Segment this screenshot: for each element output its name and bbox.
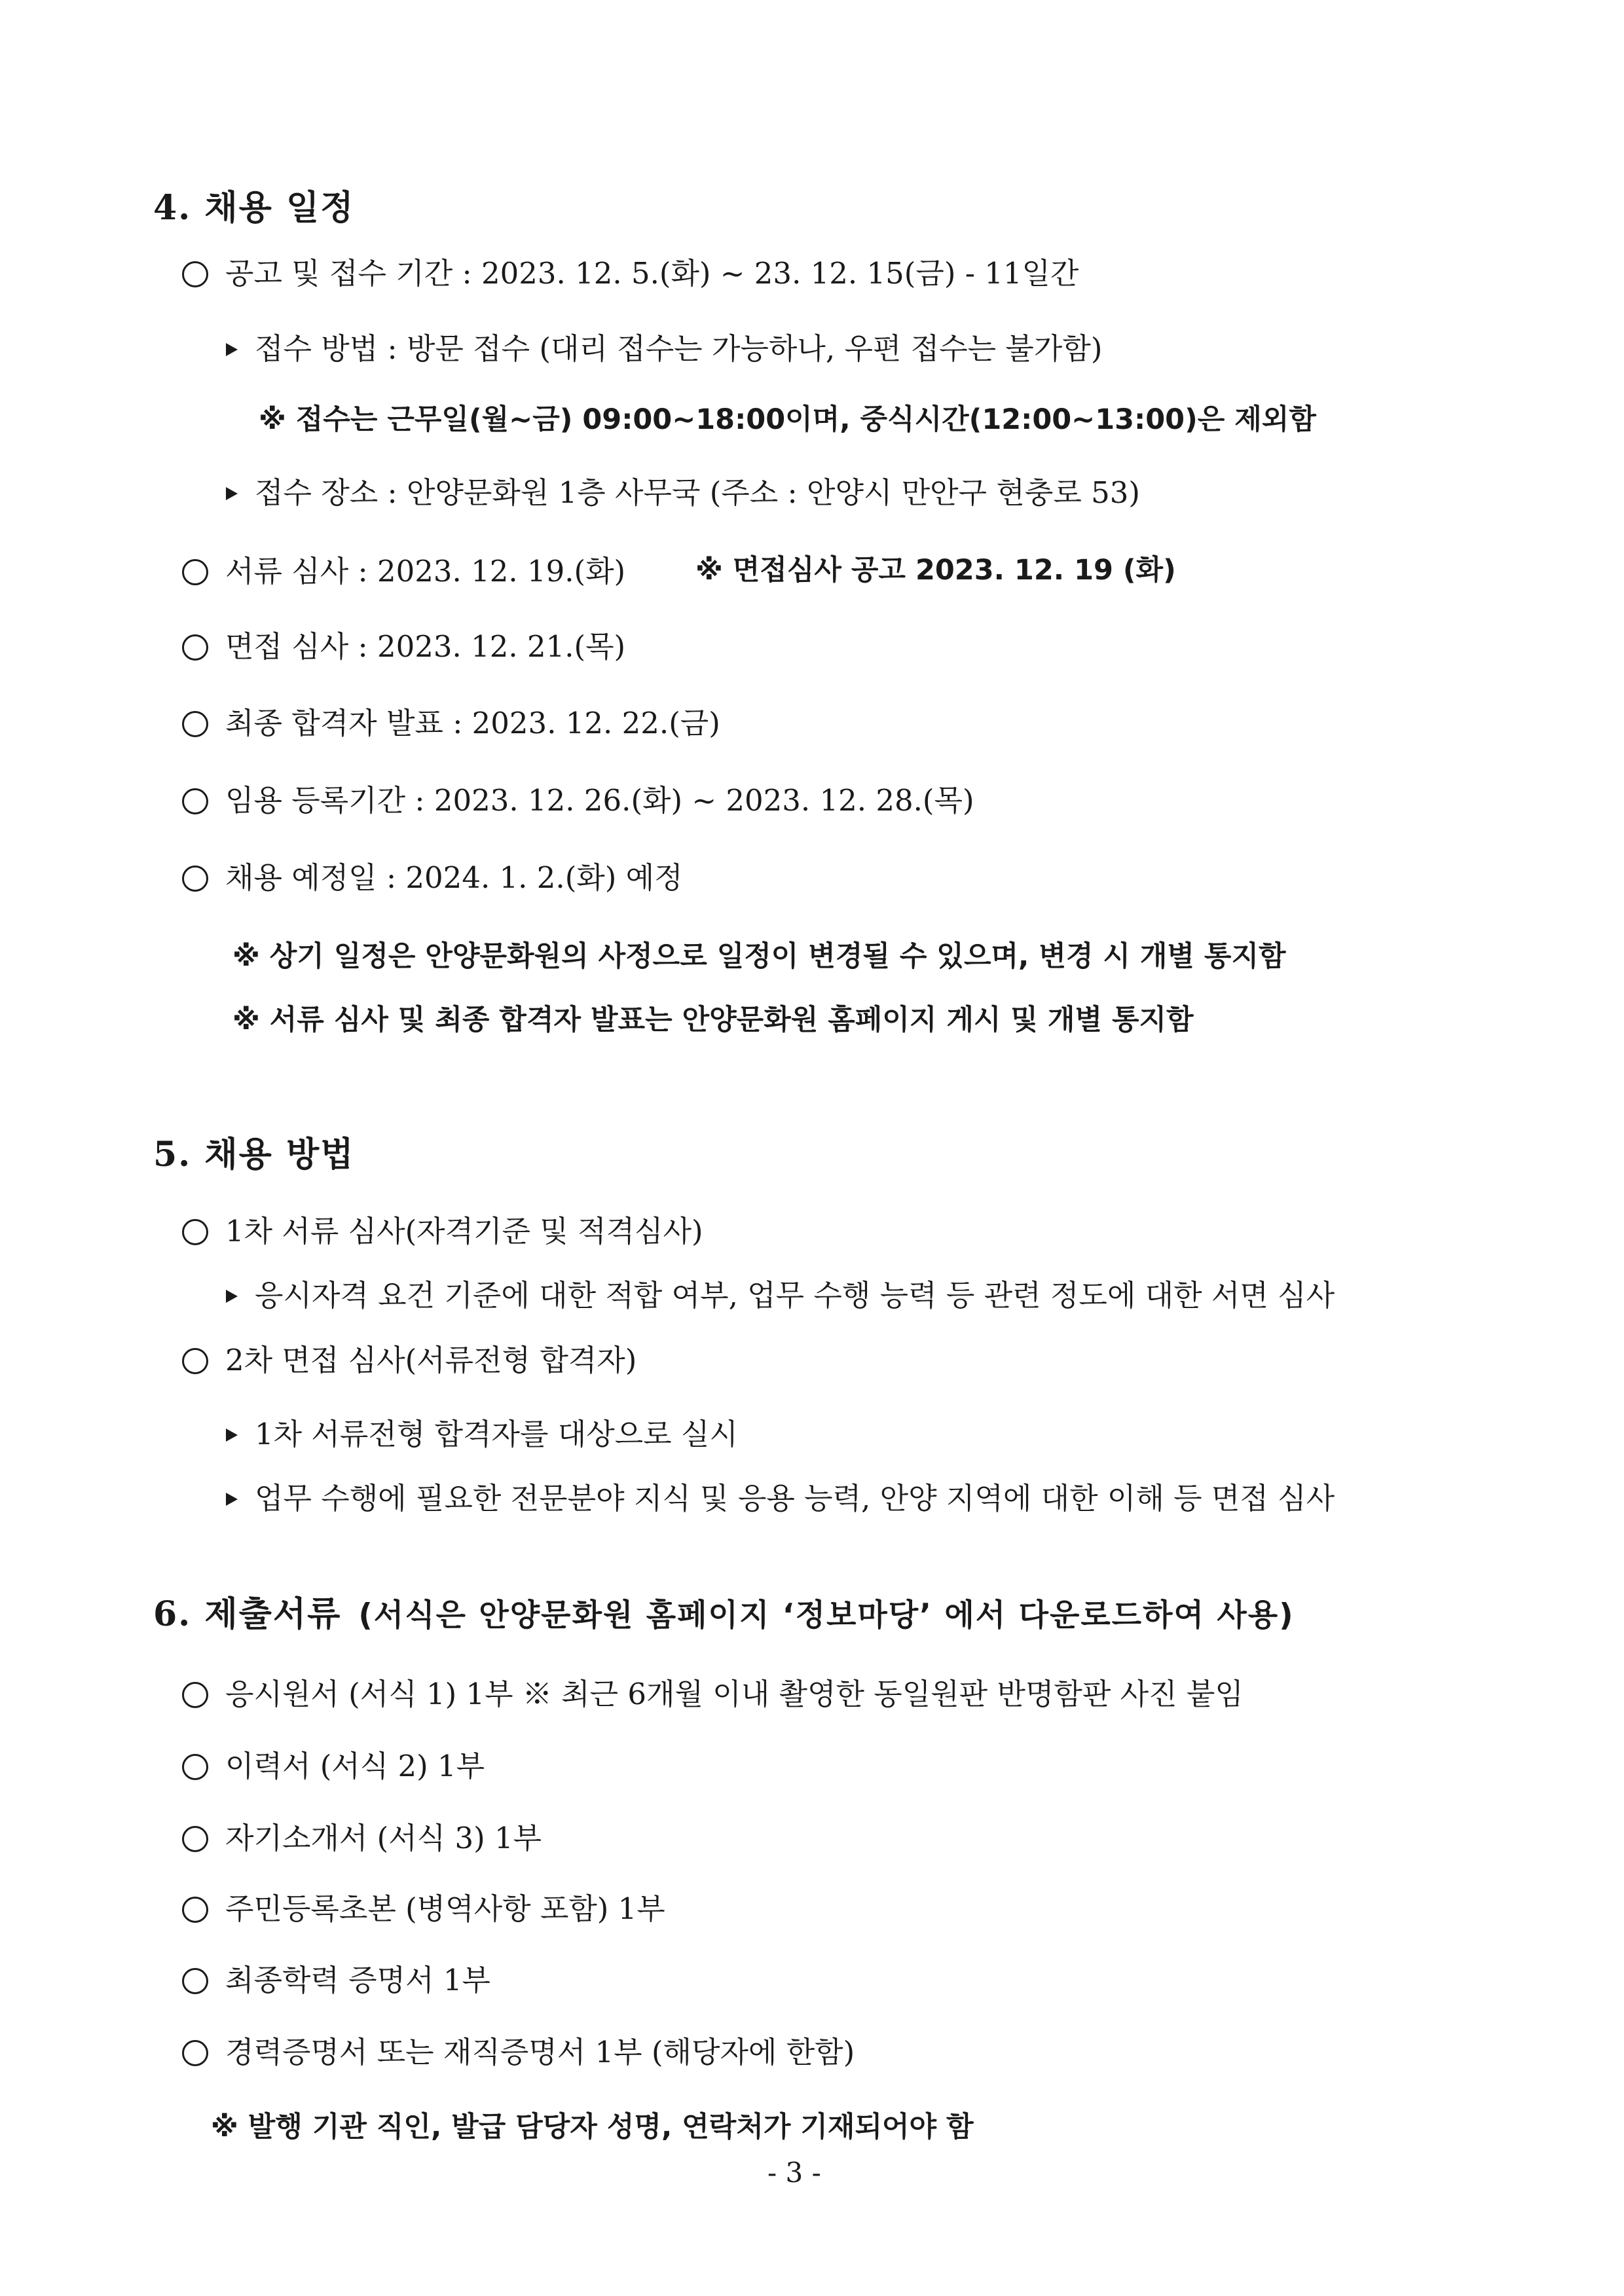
list-item: 주민등록초본 (병역사항 포함) 1부 xyxy=(182,1894,665,1923)
triangle-bullet-icon xyxy=(226,487,238,500)
list-item: 자기소개서 (서식 3) 1부 xyxy=(182,1823,542,1853)
list-item: 접수 방법 : 방문 접수 (대리 접수는 가능하나, 우편 접수는 불가함) xyxy=(226,334,1102,363)
list-item: 경력증명서 또는 재직증명서 1부 (해당자에 한함) xyxy=(182,2037,855,2067)
list-item: 응시자격 요건 기준에 대한 적합 여부, 업무 수행 능력 등 관련 정도에 대한 서면 심사 xyxy=(226,1281,1335,1310)
list-item: 채용 예정일 : 2024. 1. 2.(화) 예정 xyxy=(182,863,683,892)
circle-bullet-icon xyxy=(182,1682,208,1708)
list-item: 1차 서류 심사(자격기준 및 적격심사) xyxy=(182,1216,703,1246)
triangle-bullet-icon xyxy=(226,1290,238,1303)
note: ※ 상기 일정은 안양문화원의 사정으로 일정이 변경될 수 있으며, 변경 시 개별 통지함 xyxy=(232,940,1286,973)
list-item: 이력서 (서식 2) 1부 xyxy=(182,1751,485,1781)
circle-bullet-icon xyxy=(182,1348,208,1374)
circle-bullet-icon xyxy=(182,1219,208,1245)
list-item: 임용 등록기간 : 2023. 12. 26.(화) ~ 2023. 12. 28.(목) xyxy=(182,786,974,815)
page-number: - 3 - xyxy=(767,2157,821,2189)
interview-notice-note: ※ 면접심사 공고 2023. 12. 19 (화) xyxy=(695,554,1176,587)
circle-bullet-icon xyxy=(182,1826,208,1852)
section-6-title: 6. 제출서류 (서식은 안양문화원 홈페이지 ‘정보마당’ 에서 다운로드하여 사용) xyxy=(153,1594,1295,1634)
note: ※ 서류 심사 및 최종 합격자 발표는 안양문화원 홈페이지 게시 및 개별 통지함 xyxy=(232,1004,1194,1036)
circle-bullet-icon xyxy=(182,634,208,661)
circle-bullet-icon xyxy=(182,1968,208,1994)
list-item: 접수 장소 : 안양문화원 1층 사무국 (주소 : 안양시 만안구 현충로 53) xyxy=(226,478,1140,507)
list-item: 최종학력 증명서 1부 xyxy=(182,1965,490,1995)
circle-bullet-icon xyxy=(182,1754,208,1780)
triangle-bullet-icon xyxy=(226,1429,238,1442)
list-item: 면접 심사 : 2023. 12. 21.(목) xyxy=(182,632,625,661)
note: ※ 발행 기관 직인, 발급 담당자 성명, 연락처가 기재되어야 함 xyxy=(211,2111,974,2143)
list-item: 공고 및 접수 기간 : 2023. 12. 5.(화) ~ 23. 12. 15(금) - 11일간 xyxy=(182,259,1079,288)
circle-bullet-icon xyxy=(182,1897,208,1923)
circle-bullet-icon xyxy=(182,2040,208,2066)
section-6-title-note: (서식은 안양문화원 홈페이지 ‘정보마당’ 에서 다운로드하여 사용) xyxy=(358,1597,1295,1633)
circle-bullet-icon xyxy=(182,261,208,287)
list-item: 서류 심사 : 2023. 12. 19.(화) xyxy=(182,556,625,586)
circle-bullet-icon xyxy=(182,711,208,737)
circle-bullet-icon xyxy=(182,788,208,814)
triangle-bullet-icon xyxy=(226,343,238,356)
list-item: 업무 수행에 필요한 전문분야 지식 및 응용 능력, 안양 지역에 대한 이해 등 면접 심사 xyxy=(226,1484,1335,1513)
section-4-title: 4. 채용 일정 xyxy=(153,188,355,228)
list-item: 응시원서 (서식 1) 1부 ※ 최근 6개월 이내 촬영한 동일원판 반명함판 사진 붙임 xyxy=(182,1679,1244,1709)
circle-bullet-icon xyxy=(182,866,208,892)
note: ※ 접수는 근무일(월~금) 09:00~18:00이며, 중식시간(12:00~13:00)은 제외함 xyxy=(259,403,1316,436)
section-5-title: 5. 채용 방법 xyxy=(153,1135,355,1175)
list-item: 최종 합격자 발표 : 2023. 12. 22.(금) xyxy=(182,708,720,738)
triangle-bullet-icon xyxy=(226,1493,238,1506)
list-item: 1차 서류전형 합격자를 대상으로 실시 xyxy=(226,1419,738,1449)
list-item: 2차 면접 심사(서류전형 합격자) xyxy=(182,1345,637,1375)
circle-bullet-icon xyxy=(182,559,208,585)
